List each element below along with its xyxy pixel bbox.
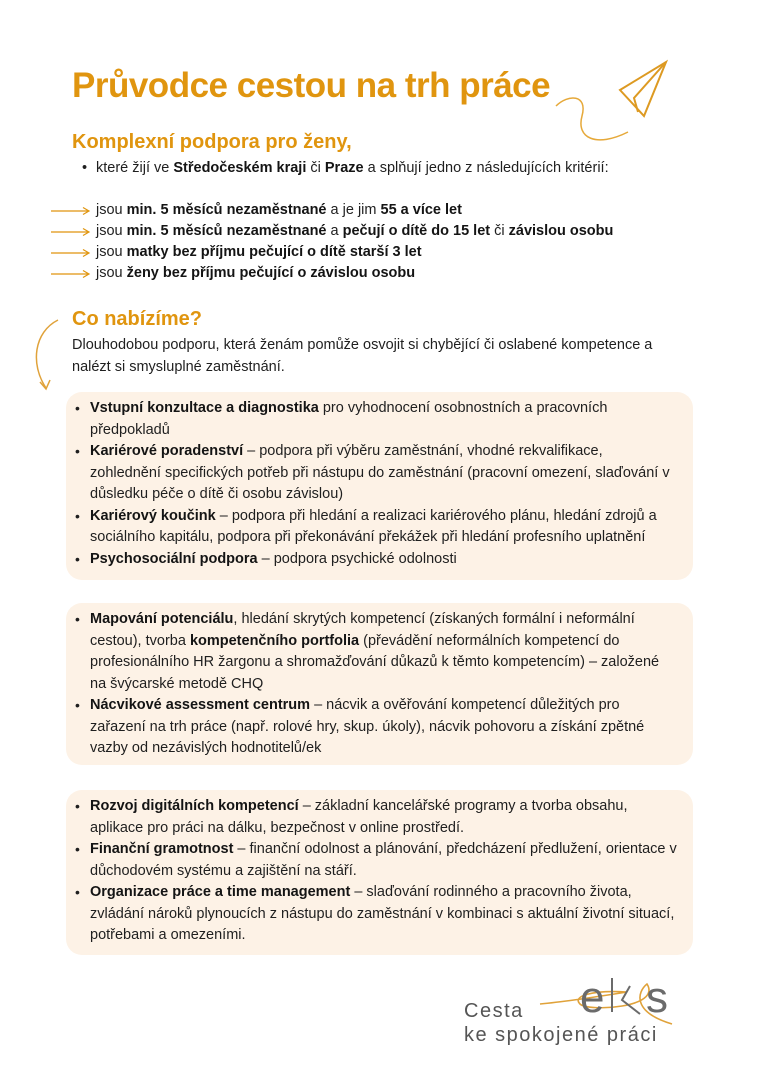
criteria-list bbox=[50, 200, 613, 284]
criteria-item: jsou matky bez příjmu pečující o dítě starší 3 let bbox=[50, 242, 613, 263]
arrow-right-icon bbox=[50, 248, 92, 258]
svg-text:s: s bbox=[646, 973, 668, 1022]
arrow-right-icon bbox=[50, 269, 92, 279]
page-title: Průvodce cestou na trh práce bbox=[72, 66, 551, 105]
logo-text-line2: ke spokojené práci bbox=[464, 1024, 658, 1046]
curved-arrow-icon bbox=[28, 318, 64, 394]
offer-heading: Co nabízíme? bbox=[72, 308, 203, 330]
intro-bullet: • které žijí ve Středočeském kraji či Praze a splňují jedno z následujících kritérií: bbox=[82, 160, 609, 176]
offer-item: • Kariérový koučink – podpora při hledání a realizaci kariérového plánu, hledání zdrojů a sociálního kapitálu, podpora při překonávání překážek při hledání profesního uplatnění bbox=[74, 506, 677, 549]
criteria-item: jsou ženy bez příjmu pečující o závislou osobu bbox=[50, 263, 613, 284]
offer-lead: Dlouhodobou podporu, která ženám pomůže osvojit si chybějící či oslabené kompetence a nalézt si smysluplné zaměstnání. bbox=[72, 337, 653, 375]
offer-item: • Nácvikové assessment centrum – nácvik a ověřování kompetencí důležitých pro zařazení na trh práce (např. rolové hry, skup. úkoly), nácvik pohovoru a získání zpětné vazby od nezávislých hodnotitelů/ek bbox=[74, 695, 677, 760]
offer-item: • Rozvoj digitálních kompetencí – základní kancelářské programy a tvorba obsahu, aplikace pro práci na dálku, bezpečnost v online prostředí. bbox=[74, 796, 677, 839]
offer-item: • Mapování potenciálu, hledání skrytých kompetencí (získaných formální i neformální cestou), tvorba kompetenčního portfolia (převádění neformálních kompetencí do profesionálního HR žargonu a shromažďování důkazů k těmto kompetencím) – založené na švýcarské metodě CHQ bbox=[74, 609, 677, 695]
offer-item: • Organizace práce a time management – slaďování rodinného a pracovního života, zvládání nároků plynoucích z nástupu do zaměstnání v kombinaci s aktuální životní situací, potřebami a omezeními. bbox=[74, 882, 677, 947]
offer-item: • Psychosociální podpora – podpora psychické odolnosti bbox=[74, 549, 677, 571]
criteria-item: jsou min. 5 měsíců nezaměstnané a pečují o dítě do 15 let či závislou osobu bbox=[50, 221, 613, 242]
offer-box-competencies bbox=[66, 603, 693, 765]
arrow-right-icon bbox=[50, 206, 92, 216]
offer-box-counseling bbox=[66, 392, 693, 580]
criteria-item: jsou min. 5 měsíců nezaměstnané a je jim 55 a více let bbox=[50, 200, 613, 221]
offer-box-skills bbox=[66, 790, 693, 955]
offer-item: • Vstupní konzultace a diagnostika pro vyhodnocení osobnostních a pracovních předpokladů bbox=[74, 398, 677, 441]
offer-item: • Kariérové poradenství – podpora při výběru zaměstnání, vhodné rekvalifikace, zohlednění specifických potřeb při nástupu do zaměstnání (pracovní omezení, slaďování v důsledku péče o dítě či osobu závislou) bbox=[74, 441, 677, 506]
paper-plane-icon bbox=[548, 54, 678, 154]
subtitle: Komplexní podpora pro ženy, bbox=[72, 131, 352, 153]
logo-text-line1: Cesta bbox=[464, 1000, 524, 1022]
svg-text:e: e bbox=[580, 973, 605, 1022]
arrow-right-icon bbox=[50, 227, 92, 237]
offer-item: • Finanční gramotnost – finanční odolnost a plánování, předcházení předlužení, orientace v důchodovém systému a zajištění na stáří. bbox=[74, 839, 677, 882]
